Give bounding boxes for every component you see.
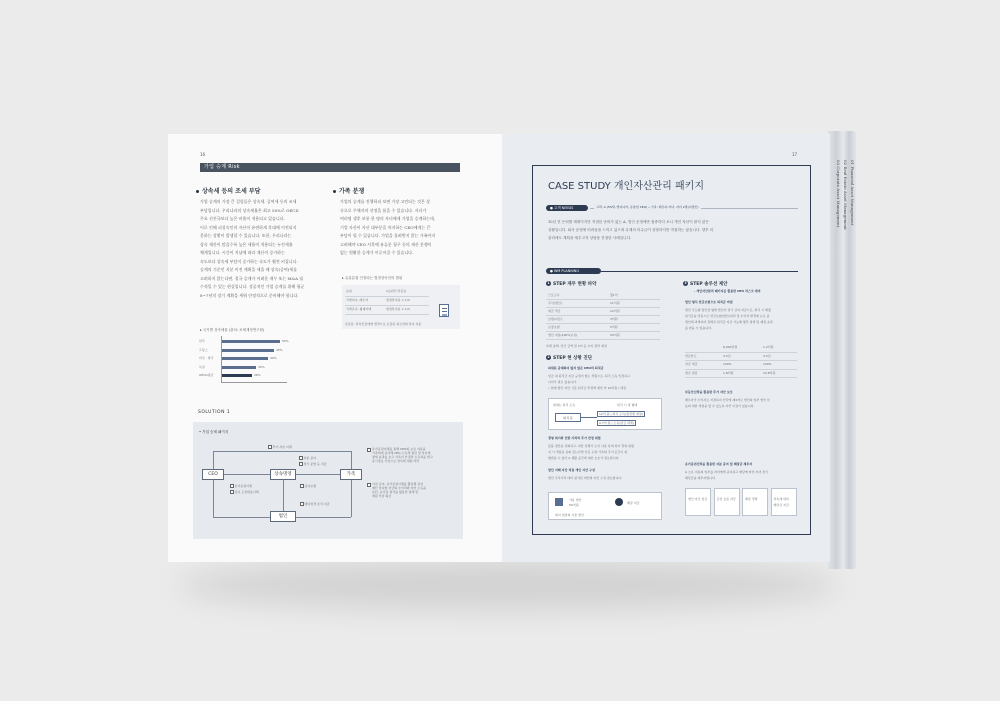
chart-bar (222, 349, 274, 352)
step3-sub1-lines (685, 307, 773, 331)
retirement-diagram (548, 398, 662, 430)
heading-family-dispute-text: 가족 분쟁 (339, 188, 365, 195)
note-2-line-2: 재산 상속할 자금의 수익처와 자산 소득을 (372, 486, 427, 490)
step1-footnote: 부채 총액: 연간 금액 및 5억 등 수익 관리 예정 (546, 344, 607, 348)
step1-title: 1 STEP 재무 현황 파악 (547, 281, 597, 287)
dispute-line-2: 여러명 생후 보통 한 명의 자녀에게 가업을 승계하는데, (340, 216, 436, 221)
asset-row-label: 법인 지분(100%보유) (548, 333, 578, 337)
diagram-line-ceo-down (213, 480, 214, 517)
ann-mid-2-text: 정기 분할 등 지급 (303, 462, 327, 466)
successor-node: 상속명영 (270, 469, 296, 480)
chart-bar (222, 340, 280, 343)
step3-sub1-line-3: 를 받을 수 있습니다. (685, 326, 712, 330)
rate-cell: 세금 절감 (685, 370, 698, 375)
chart-value-label: 30% (258, 364, 265, 369)
dispute-line-6: 없는 원활한 승계가 이루어질 수 있습니다. (340, 250, 414, 255)
section-header: 가업 승계 Risk (200, 163, 460, 172)
chart-value-label: 50% (282, 339, 289, 343)
chart-category-label: 프랑스 (199, 347, 208, 352)
side-label-3: 03 Corporate Asset Management (836, 160, 841, 228)
solution-box-title-text: 가업 승계 패키지 (202, 430, 229, 434)
step3-title-text: STEP 솔루션 제안 (690, 282, 728, 287)
step3-sub2-lines (685, 397, 770, 409)
flow-box (685, 488, 711, 516)
note-1-line-4: 증시정보 거입으로 상속세 재원 마련 (372, 459, 420, 463)
chart-value-label: 45% (276, 347, 283, 352)
inheritance-cell: 직계비속, 배우자 (346, 298, 369, 302)
step2-sub1-line-0: 임금 내 퇴직금 지급 규정이 없는 상황으로, 퇴직 소득 인정하고 (548, 374, 630, 378)
ann-top (268, 445, 292, 449)
rate-cell: 10.8억원 (763, 370, 776, 375)
ceo-node: CEO (202, 469, 224, 480)
step3-sub2-line-1: 동의 대한 개설을 할 수 있도록 자산 이전이 있습니다. (685, 404, 755, 408)
step2-sub2-line-1: 지 시 책임을 용의 갖는다면 인증 도와 가족의 주거 공간이 위 (548, 450, 628, 454)
tax-line-8: 승계의 기준인 지분 이전 계획을 세울 때 상속(증여)세를 (200, 267, 298, 272)
flow-box (771, 488, 797, 516)
family-dispute-paragraph (340, 198, 462, 258)
rate-cell: 1.2억원 (763, 345, 774, 349)
diagram-line-ceo-up (213, 451, 214, 469)
step2-sub1-line-2: • 현재 법인 자산 기준 퇴직금 추정액 예상 약 10억원 / 예정 (548, 386, 626, 390)
heading-tax-burden-text: 상속세 등의 조세 부담 (202, 188, 261, 195)
building-icon (555, 498, 563, 506)
chart-category-label: OECD평균 (199, 373, 214, 377)
tax-line-3: 이로 인해 피상속인의 자산이 유연하게 후대에 이전되지 (200, 224, 297, 230)
diagram-line-successor-family (296, 474, 340, 475)
tax-burden-paragraph (200, 198, 328, 300)
corp-asset-caption: 대지 업장의 가용 법인 (555, 513, 584, 517)
asset-row-value: 50억원 (610, 333, 620, 337)
step3-sub3-line-1: 배당금을 재투자합니다. (685, 476, 716, 480)
diagram-line-top (213, 451, 351, 452)
step3-sub2: 부동산신탁을 활용한 주거 자산 보호 (685, 390, 733, 394)
retirement-diagram-label: 현재는 퇴직 소득 (553, 403, 576, 407)
note-1-line-1: 유가증권이체를 통해 CEO의 보유 지분을 (372, 447, 426, 451)
diagram-line-family-up (351, 451, 352, 469)
dispute-line-0: 가업의 승계를 진행하더 보면 가장 고민되는 것은 상 (340, 199, 431, 204)
dispute-line-3: 기업 자산이 자산 대부분을 차지하는 CEO에게는 큰 (340, 224, 431, 230)
asset-row-label: 주식(법인) (548, 301, 562, 305)
book-shadow (178, 560, 838, 610)
chart-title-text: 국가별 상속세율 (출처: 조세재정연구원) (202, 328, 265, 332)
ann-low-1-text: 유가증권이체 (234, 484, 252, 488)
asset-table (546, 292, 660, 342)
flow-box-text: 상속세 대비 (773, 497, 789, 501)
step3-sub1-line-1: 퇴직금을 연봉으로 연금보험(법인)처리 및 수익자 변경에 뉴로 중 (685, 314, 770, 318)
flow-box-text: 금전 흐름 자금 (716, 497, 736, 501)
planning-pill-text: WM PLANNING (554, 269, 579, 273)
page-number-left: 16 (200, 152, 206, 157)
chart-category-label: 한국 (199, 339, 205, 343)
tax-line-10: 수적일 수 있는 현실입니다. 성공적인 가업 승계를 위해 평균 (200, 284, 305, 289)
tax-line-6: 체계입니다. 시간이 지남에 따라 재산이 증가하는 (200, 250, 285, 255)
ann-low-2 (230, 490, 259, 494)
tax-line-1: 부담입니다. 우리나라의 상속세율은 최고 50%로 OECD (200, 207, 299, 213)
note-1-line-2: 가족에게 증여해 CEO 소득세 절감 및 상속세 (372, 451, 431, 455)
asset-row-value: 11억원 (610, 301, 620, 305)
asset-row-label: 근로소득 (548, 293, 560, 297)
dispute-line-1: 속으로 주체자의 선정을 품을 수 있습니다. 자녀가 (340, 207, 427, 213)
step3-sub3: 유가증권신탁을 활용한 지분 증여 및 배당금 재투자 (685, 462, 753, 466)
diagram-line-corp-family (296, 517, 351, 518)
tax-rate-chart (199, 336, 289, 383)
document-icon (439, 304, 449, 317)
ann-mid-1-text: 지분 증여 (303, 456, 317, 460)
tax-line-5: 상속 재산이 많을수록 높은 세율이 적용되는 누진세율 (200, 241, 293, 247)
step2-title: 2 STEP 현 상황 진단 (547, 355, 593, 361)
needs-line-1: 상황입니다. 회사 운영에 어려움을 느끼고 있으며 무제의 미수금이 상당하지만 적절하는 않습니다. 향후 의 (548, 228, 714, 232)
tax-line-4: 못하는 상황이 발생할 수 있습니다. 또한, 우리나라는 (200, 233, 292, 238)
retirement-form-label: 퇴직 시 정 형태 (617, 403, 638, 407)
retirement-option-2: 0.7억 원 | 소득(연금 과세) (599, 421, 635, 425)
corporation-node: 법인 (270, 511, 296, 522)
case-study-title: CASE STUDY 개인자산관리 패키지 (548, 181, 705, 192)
chart-title: ▸ 국가별 상속세율 (출처: 조세재정연구원) (200, 328, 265, 332)
rate-cell: 연금한도 (685, 353, 697, 358)
planning-pill: ● WM PLANNING (546, 268, 601, 274)
step2-sub2: 경영 위기와 인한 가족의 주거 안정 위협 (548, 436, 601, 440)
note-2-line-1: 사전 증여, 유가증권이체를 활용해 증여 (372, 482, 424, 486)
solution-box (193, 422, 463, 539)
step2-sub2-line-2: 협받을 수 있어 A 생활 공간에 대한 보호가 필요합니다. (548, 456, 620, 460)
asset-row-value: 3억원 (610, 317, 618, 321)
tax-line-0: 가업 승계의 가장 큰 걸림돌은 상속세, 증여세 등의 조세 (200, 199, 297, 204)
ann-bottom-text: 배당정책 조식 지급 (304, 502, 330, 506)
rate-cell: 100% (763, 362, 772, 366)
inheritance-table-title-text: 유류분권 인정되는 법정상속인의 범위 (344, 276, 403, 280)
heading-tax-burden (196, 186, 260, 195)
flow-box (742, 488, 768, 516)
ann-bottom (300, 502, 330, 506)
step3-subtitle: - 개인자산관리 패키지를 활용한 CEO 리스크 대비 (694, 289, 761, 293)
ann-top-text: 추가 자본 이체 (272, 445, 292, 449)
retirement-gate-box: 퇴직 문 (555, 413, 581, 422)
ann-low-1 (230, 484, 252, 488)
diagram-line-ceo-successor (224, 474, 270, 475)
planning-rule (601, 271, 798, 272)
side-index-labels (834, 160, 856, 280)
diagram-line-successor-corp (283, 480, 284, 511)
tax-line-7: 속도보다 상속세 부담이 증가하는 속도가 훨씬 커집니다. (200, 258, 298, 264)
step2-sub1-lines (548, 373, 630, 391)
step1-title-text: STEP 재무 현황 파악 (553, 282, 597, 287)
diagram-line-family-down (351, 480, 352, 517)
inheritance-cell: 직계존속, 형제자매 (346, 307, 372, 311)
step3-sub3-line-0: A 소유 지분의 일부를 자녀에게 증여하고 배당에 따른 자녀 정기 (685, 470, 769, 474)
step3-title: 3 STEP 솔루션 제안 (684, 281, 728, 287)
flow-box (714, 488, 740, 516)
step2-sub3: 법인 지배 자산 직접 개인 자산 구성 (548, 468, 595, 472)
step2-sub2-line-0: 물품 정산을 강화하고, 자산 전체가 도미 사용 하게 되어 경영 위험 (548, 444, 634, 448)
needs-line-0: 10년 전 은퇴할 계획이지만 적절한 준비가 없는 A, 법인 운영에만 집중하다 보니 개인 자산이 많지 않은 (548, 220, 709, 224)
inheritance-table (342, 285, 460, 329)
pension-rate-table (685, 344, 797, 382)
asset-row-label: 보험(지급) (548, 317, 562, 321)
step3-sub1: 법인 형식 연금보험으로 퇴직금 마련 (685, 300, 733, 304)
inheritance-footnote: 유류분: 상속인들에게 법적으로 보장된 최소한의 상속 지분 (345, 322, 422, 326)
family-node: 가족 (340, 469, 362, 480)
needs-paragraph (548, 218, 798, 242)
step3-sub3-lines (685, 469, 768, 481)
note-2-line-3: 분산, 유가증 평가를 활용한 절세 및 (372, 490, 419, 494)
chart-baseline (221, 382, 287, 383)
ann-loan (300, 484, 316, 488)
rate-cell: 지급 세금 (685, 362, 698, 366)
inheritance-table-title: ▸ 유류분권 인정되는 법정상속인의 범위 (342, 276, 403, 280)
retirement-option-1: 12억 원 | 퇴직 소득(원천세 예정) (599, 412, 643, 416)
tax-line-2: 주요 선진국보다 높은 비율이 적용되고 있습니다. (200, 216, 285, 221)
step2-title-text: STEP 현 상황 진단 (553, 356, 593, 361)
step2-sub1: 피대표 증대하여 많지 않은 CEO의 퇴직금 (548, 366, 604, 370)
needs-line-2: 관리에도 계획을 세우고자 상담을 진청한 사례입니다. (548, 236, 632, 240)
step3-sub1-line-0: 법인 주도형 법인정 형태 법인이 정기 급여 지급으로, 퇴직 시 매월 (685, 308, 771, 312)
step2-sub1-line-1: 나아가 필요 있습니다. (548, 380, 577, 384)
asset-row-value: 5억원 (610, 325, 618, 329)
flow-box-text: 법인 자금 입금 (688, 497, 708, 501)
step2-sub3-line-0: 법인 주식가치 대비 평가된 개인의 자산 구성 필요합니다. (548, 476, 623, 480)
chart-value-label: 40% (270, 356, 277, 360)
step3-flow (685, 488, 797, 518)
rate-cell: 100% (723, 362, 732, 366)
inheritance-cell: 법정상속분 × 1/2 (386, 298, 410, 302)
step3-sub2-line-0: 배우자가 수익자로 지정하여 신탁에 제3자로 법인의 일부 법인 부 (685, 398, 770, 402)
chart-bar (222, 357, 268, 360)
rate-cell: 1.8억원 (723, 370, 734, 375)
inheritance-cell: 1순위인 상준보 (386, 289, 407, 293)
corp-asset-box (548, 492, 662, 520)
ann-low-2-text: 증여 포전대응이체 (234, 490, 259, 494)
diagram-line-ceo-corp (213, 517, 270, 518)
solution-label: SOLUTION 1 (198, 410, 231, 415)
step2-sub2-lines (548, 443, 634, 461)
dispute-line-5: 고려해야 CEO 사후에 유류분 청구 등의 재산 분쟁이 (340, 241, 432, 247)
chart-value-label: 26% (254, 373, 261, 377)
chart-category-label: 미국 · 영국 (199, 356, 214, 360)
heading-family-dispute (333, 186, 364, 195)
corp-asset-value: 50억원 (569, 503, 579, 507)
step3-sub1-line-2: 법인에 과세하며 정해진 퇴직금 지급 가능해 향후 절세 및 제정 효과 (685, 320, 773, 324)
tax-line-11: 8~7년의 장기 계획을 세워 안정적으로 준비해야 합니다. (200, 292, 299, 298)
side-label-2: 02 Real Estate Asset Management (843, 160, 848, 230)
solution-box-title: • 가업 승계 패키지 (199, 430, 229, 434)
inheritance-cell: 법정상속분 × 1/3 (386, 307, 410, 311)
asset-row-label: 예금 적금 (548, 309, 561, 313)
asset-row-value: 월1억 (610, 293, 618, 297)
rate-cell: 3.5년 (723, 353, 731, 358)
step2-sub3-lines (548, 475, 622, 481)
note-1-line-3: 절세 효과를 보고 가족이 안정적 소득처를 받고 (372, 455, 433, 459)
dividend-label: 배당 지급 (627, 501, 640, 505)
ann-loan-text: 증여보험 (304, 484, 317, 488)
needs-pill-text: 고객 NEEDS (554, 206, 574, 210)
trust-diagram-area (685, 414, 797, 454)
needs-info: 고객: A (55세, 엔지니어, 유통업 CEO) • 가족: 배우자·자녀, 자녀 2명(지정안) (596, 205, 699, 209)
ann-mid-1 (299, 456, 316, 460)
rate-cell: 3.5년 (763, 353, 771, 358)
side-label-1: 01 Financial Asset Management (850, 160, 855, 226)
chart-category-label: 독일 (199, 364, 205, 369)
note-2-line-4: 재원 부담 확보 (372, 494, 392, 498)
asset-row-value: 12억원 (610, 309, 620, 313)
page-number-right: 17 (792, 152, 798, 157)
rate-cell: 6,000만원 (723, 345, 738, 349)
chart-bar (222, 366, 256, 369)
corp-asset-label: 가용 법인 (569, 498, 582, 502)
asset-row-label: 보장보험 (548, 325, 560, 329)
solution-note-1 (372, 447, 460, 463)
ann-mid-2 (299, 462, 327, 466)
people-icon (615, 498, 623, 506)
flow-box-text: 배당 경영 (745, 497, 758, 501)
chart-bar (222, 374, 252, 377)
solution-note-2 (372, 482, 460, 498)
needs-pill: ● 고객 NEEDS (546, 205, 588, 211)
inheritance-cell: 순위 (346, 289, 352, 293)
tax-line-9: 고려하지 않는다면, 결국 승계가 어려운 재무 또는 M&A 필 (200, 275, 304, 281)
dispute-line-4: 부담이 될 수 있습니다. 가업을 물려받지 않는 가족까지 (340, 233, 436, 238)
flow-box-text: 배당금 지급 (773, 503, 789, 507)
